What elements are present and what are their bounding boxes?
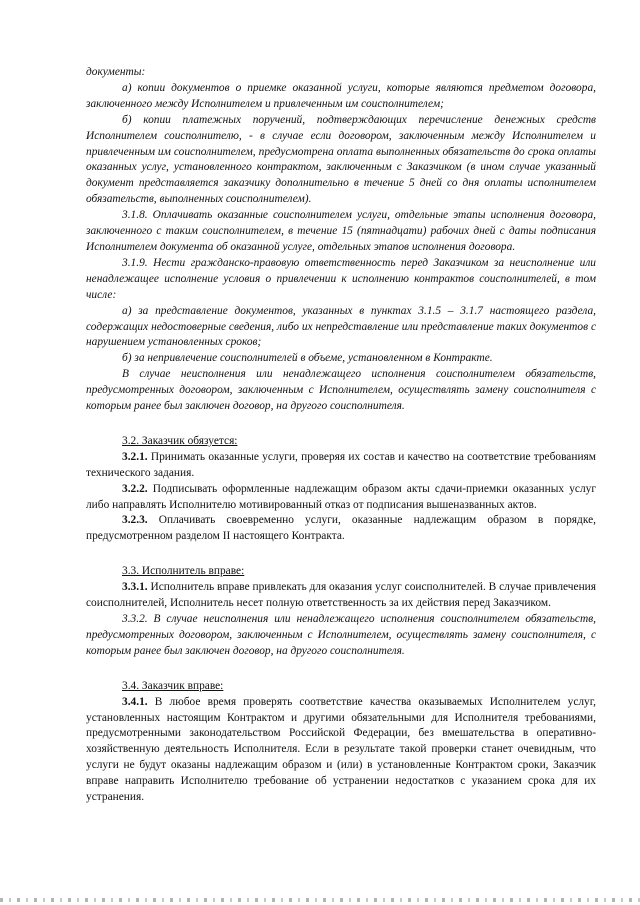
spacer: [86, 415, 596, 434]
paragraph: 3.1.8. Оплачивать оказанные соисполнителем услуги, отдельные этапы исполнения договора, заключенного с таким соисполнителем, в течение 15 (пятнадцати) рабочих дней с даты подписания Исполнителем документа об оказанной услуге, отдельных этапов исполнения договора.: [86, 209, 596, 253]
spacer: [86, 660, 596, 679]
section-heading: [86, 434, 596, 450]
paragraph: [86, 580, 596, 612]
clause-text: Оплачивать своевременно услуги, оказанные надлежащим образом в порядке, предусмотренном разделом II настоящего Контракта.: [86, 514, 596, 543]
paragraph: 3.1.9. Нести гражданско-правовую ответственность перед Заказчиком за неисполнение или ненадлежащее исполнение условия о привлечении к исполнению контрактов соисполнителей, в том числе:: [86, 256, 596, 301]
clause-number: 3.2.3.: [122, 514, 148, 527]
clause-number: 3.2.1.: [122, 450, 148, 463]
paragraph: документы:: [86, 66, 146, 78]
section-heading: [86, 679, 596, 695]
clause-number: 3.4.1.: [122, 695, 148, 708]
clause-text: Принимать оказанные услуги, проверяя их состав и качество на соответствие требованиям технического задания.: [86, 450, 596, 479]
section-heading-text: 3.4. Заказчик вправе:: [122, 679, 224, 692]
paragraph: 3.3.2. В случае неисполнения или ненадлежащего исполнения соисполнителем обязательств, предусмотренных договором, заключенным с Исполнителем, осуществлять замену соисполнителя, с которым ранее был заключен договор, на другого соисполнителя.: [86, 613, 596, 657]
clause-text: В любое время проверять соответствие качества оказываемых Исполнителем услуг, установленных настоящим Контрактом и другими обязательными для Исполнителя требованиями, предусмотренными законодательством Российской Федерации, без вмешательства в оперативно-хозяйственную деятельность Исполнителя. Если в результате такой проверки станет очевидным, что услуги не будут оказаны надлежащим образом и (или) в установленные Контрактом сроки, Заказчик вправе направить Исполнителю требование об устранении недостатков с указанием срока для их устранения.: [86, 695, 596, 804]
section-heading: [86, 564, 596, 580]
paragraph: В случае неисполнения или ненадлежащего исполнения соисполнителем обязательств, предусмотренных договором, заключенным с Исполнителем, осуществлять замену соисполнителя с которым ранее был заключен договор, на другого соисполнителя.: [86, 368, 596, 413]
paragraph: а) копии документов о приемке оказанной услуги, которые являются предметом договора, заключенного между Исполнителем и привлеченным им соисполнителем;: [86, 81, 596, 110]
spacer: [86, 545, 596, 564]
clause-text: Подписывать оформленные надлежащим образом акты сдачи-приемки оказанных услуг либо направлять Исполнителю мотивированный отказ от подписания вышеназванных актов.: [86, 482, 596, 511]
paragraph: [86, 695, 596, 806]
scan-artifact: [0, 898, 640, 902]
section-heading-text: 3.2. Заказчик обязуется:: [122, 434, 238, 447]
clause-number: 3.2.2.: [122, 482, 148, 495]
paragraph: а) за представление документов, указанных в пунктах 3.1.5 – 3.1.7 настоящего раздела, содержащих недостоверные сведения, либо их непредставление или представление таких документов с нарушением установленных сроков;: [86, 304, 596, 349]
paragraph: б) за непривлечение соисполнителей в объеме, установленном в Контракте.: [122, 352, 493, 365]
section-heading-text: 3.3. Исполнитель вправе:: [122, 565, 245, 578]
paragraph: [86, 450, 596, 482]
clause-number: 3.3.1.: [122, 581, 148, 594]
paragraph: [86, 482, 596, 514]
paragraph: б) копии платежных поручений, подтверждающих перечисление денежных средств Исполнителем соисполнителю, - в случае если договором, заключенным между Исполнителем и привлеченным им соисполнителем, предусмотрена оплата выполненных обязательств до срока оплаты оказанных услуг, установленного контрактом, заключенным с Заказчиком (в ином случае указанный документ представляется заказчику дополнительно в течение 5 дней со дня оплаты исполнителем обязательств, выполненных соисполнителем).: [86, 113, 596, 206]
clause-text: Исполнитель вправе привлекать для оказания услуг соисполнителей. В случае привлечения соисполнителей, Исполнитель несет полную ответственность за их действия перед Заказчиком.: [86, 581, 596, 610]
paragraph: [86, 513, 596, 545]
document-page: [86, 65, 596, 806]
